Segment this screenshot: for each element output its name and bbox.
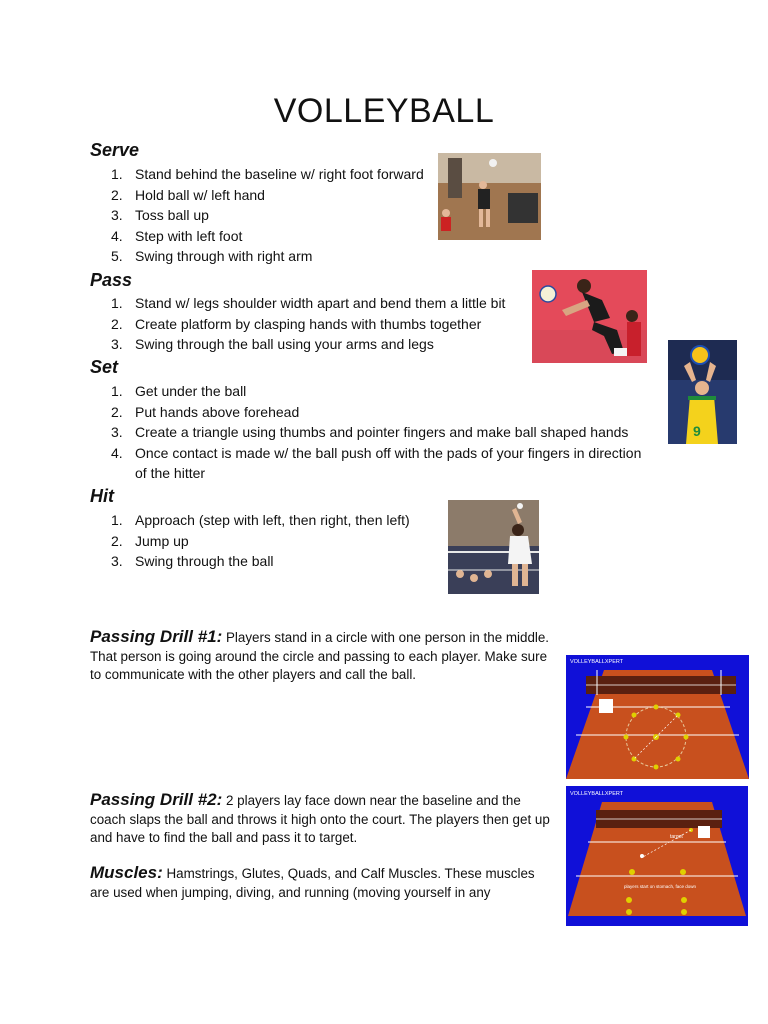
serve-step-text: Step with left foot bbox=[135, 227, 243, 244]
hit-step-text: Approach (step with left, then right, then left) bbox=[135, 512, 410, 528]
set-steps bbox=[90, 381, 641, 484]
serve-step bbox=[90, 205, 424, 226]
pass-heading: Pass bbox=[90, 270, 133, 290]
hit-step-text: Jump up bbox=[135, 532, 189, 549]
passing-drill-1 bbox=[90, 628, 552, 685]
page-title: VOLLEYBALL bbox=[273, 92, 495, 130]
svg-text:9: 9 bbox=[693, 423, 701, 439]
hit-step bbox=[90, 531, 410, 552]
pass-step-number: 2. bbox=[111, 315, 123, 332]
pass-photo bbox=[532, 270, 647, 363]
pass-steps bbox=[90, 293, 505, 355]
muscles-lead: Muscles: bbox=[90, 863, 163, 882]
serve-step-text: Stand behind the baseline w/ right foot forward bbox=[135, 166, 424, 182]
pass-step bbox=[90, 314, 505, 335]
set-step-number: 4. bbox=[111, 444, 123, 461]
hit-steps bbox=[90, 510, 410, 572]
hit-heading: Hit bbox=[90, 486, 114, 506]
hit-step-text: Swing through the ball bbox=[135, 553, 274, 570]
passing-drill-1-lead: Passing Drill #1: bbox=[90, 627, 223, 646]
serve-step-number: 2. bbox=[111, 186, 123, 203]
serve-step-text: Toss ball up bbox=[135, 207, 209, 224]
set-photo bbox=[668, 340, 737, 444]
set-step-number: 3. bbox=[111, 424, 123, 441]
passing-drill-1-text: Players stand in a circle with one person in the middle. That person is going around the circle and passing to each player. Make sure to communicate with the other players and call the ball. bbox=[90, 630, 550, 682]
serve-step-text: Swing through with right arm bbox=[135, 248, 313, 265]
passing-drill-2 bbox=[90, 791, 555, 848]
hit-step bbox=[90, 510, 410, 531]
pass-step-text: Swing through the ball using your arms and legs bbox=[135, 336, 434, 353]
diagram-1-brand: VOLLEYBALLXPERT bbox=[570, 659, 624, 665]
hit-step bbox=[90, 551, 410, 572]
muscles-text: Hamstrings, Glutes, Quads, and Calf Muscles. These muscles are used when jumping, diving, and running (moving yourself in any bbox=[90, 866, 535, 900]
serve-step-number: 1. bbox=[111, 166, 123, 182]
pass-step-number: 1. bbox=[111, 295, 123, 311]
pass-step-text: Stand w/ legs shoulder width apart and bend them a little bit bbox=[135, 295, 506, 311]
hit-step-number: 1. bbox=[111, 512, 123, 528]
diagram-2-note: players start on stomach, face down bbox=[624, 884, 697, 889]
serve-step-text: Hold ball w/ left hand bbox=[135, 186, 265, 203]
set-step-number: 1. bbox=[111, 383, 123, 399]
set-step-text: Create a triangle using thumbs and pointer fingers and make ball shaped hands bbox=[135, 424, 629, 441]
serve-steps bbox=[90, 164, 424, 267]
hit-step-number: 2. bbox=[111, 532, 123, 549]
set-step bbox=[90, 422, 641, 443]
set-step bbox=[90, 443, 641, 464]
muscles-paragraph bbox=[90, 864, 555, 902]
serve-step-number: 5. bbox=[111, 248, 123, 265]
hit-photo bbox=[448, 500, 539, 594]
set-step bbox=[90, 402, 641, 423]
pass-step bbox=[90, 293, 505, 314]
pass-step-text: Create platform by clasping hands with thumbs together bbox=[135, 315, 482, 332]
passing-drill-2-diagram bbox=[566, 786, 748, 926]
set-step-text: Get under the ball bbox=[135, 383, 247, 399]
set-step-text: Once contact is made w/ the ball push off with the pads of your fingers in direction bbox=[135, 444, 642, 461]
set-step-text: Put hands above forehead bbox=[135, 403, 300, 420]
serve-step bbox=[90, 246, 424, 267]
serve-step bbox=[90, 226, 424, 247]
set-heading: Set bbox=[90, 357, 119, 377]
set-step-text: of the hitter bbox=[135, 465, 206, 482]
passing-drill-1-diagram bbox=[566, 655, 749, 779]
set-step-number: 2. bbox=[111, 403, 123, 420]
serve-heading: Serve bbox=[90, 140, 140, 160]
serve-step bbox=[90, 164, 424, 185]
pass-step bbox=[90, 334, 505, 355]
serve-photo bbox=[438, 153, 541, 240]
set-step bbox=[90, 463, 641, 484]
passing-drill-2-lead: Passing Drill #2: bbox=[90, 790, 223, 809]
pass-step-number: 3. bbox=[111, 336, 123, 353]
serve-step-number: 4. bbox=[111, 227, 123, 244]
diagram-2-brand: VOLLEYBALLXPERT bbox=[570, 791, 624, 797]
serve-step bbox=[90, 185, 424, 206]
hit-step-number: 3. bbox=[111, 553, 123, 570]
passing-drill-2-text: 2 players lay face down near the baseline and the coach slaps the ball and throws it high onto the court. The players then get up and have to find the ball and pass it to target. bbox=[90, 793, 550, 845]
set-step bbox=[90, 381, 641, 402]
serve-step-number: 3. bbox=[111, 207, 123, 224]
diagram-2-target-label: target bbox=[670, 834, 683, 840]
